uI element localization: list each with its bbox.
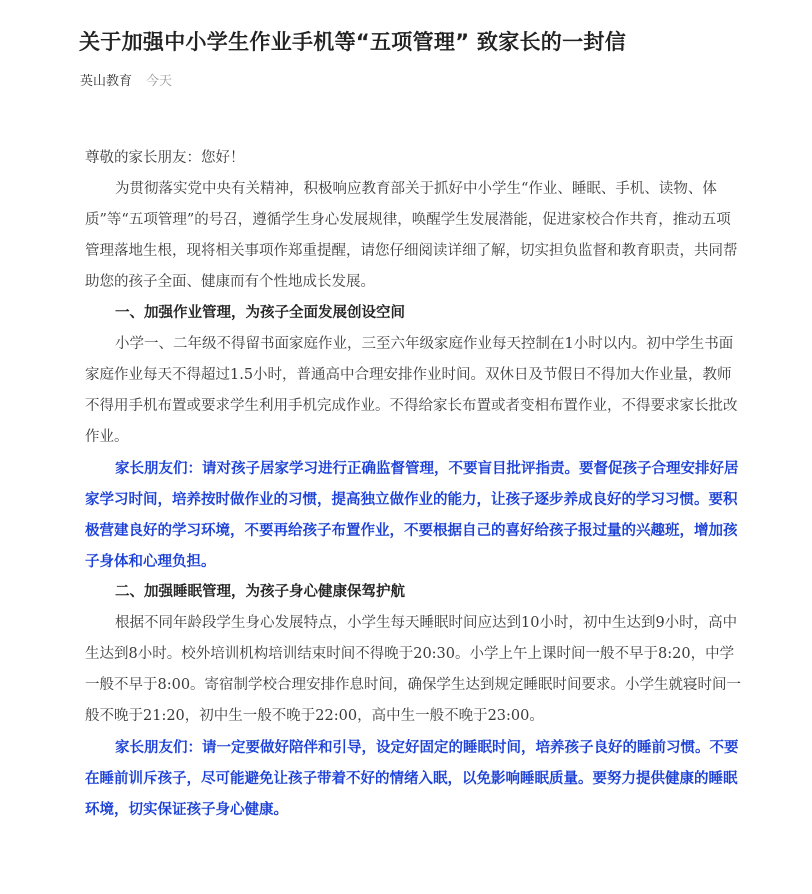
section1-heading: 一、加强作业管理，为孩子全面发展创设空间 xyxy=(115,305,405,321)
article-body xyxy=(85,143,745,825)
intro-paragraph: 为贯彻落实党中央有关精神，积极响应教育部关于抓好中小学生“作业、睡眠、手机、读物、体质”等“五项管理”的号召，遵循学生身心发展规律，唤醒学生发展潜能，促进家校合作共育，推动五项管理落地生根，现将相关事项作郑重提醒，请您仔细阅读详细了解，切实担负监督和教育职责，共同帮助您的孩子全面、健康而有个性地成长发展。 xyxy=(85,181,738,290)
section2-paragraph: 根据不同年龄段学生身心发展特点，小学生每天睡眠时间应达到10小时，初中生达到9小时，高中生达到8小时。校外培训机构培训结束时间不得晚于20:30。小学上午上课时间一般不早于8:20，中学一般不早于8:00。寄宿制学校合理安排作息时间，确保学生达到规定睡眠时间要求。小学生就寝时间一般不晚于21:20，初中生一般不晚于22:00，高中生一般不晚于23:00。 xyxy=(85,615,742,724)
section2-heading: 二、加强睡眠管理，为孩子身心健康保驾护航 xyxy=(115,584,405,600)
section1-paragraph: 小学一、二年级不得留书面家庭作业，三至六年级家庭作业每天控制在1小时以内。初中学生书面家庭作业每天不得超过1.5小时，普通高中合理安排作业时间。双休日及节假日不得加大作业量，教师不得用手机布置或要求学生利用手机完成作业。不得给家长布置或者变相布置作业，不得要求家长批改作业。 xyxy=(85,336,738,445)
article-meta xyxy=(80,70,172,89)
article-time: 今天 xyxy=(146,74,173,89)
greeting: 尊敬的家长朋友：您好！ xyxy=(85,150,245,166)
section2-parent-note: 家长朋友们：请一定要做好陪伴和引导，设定好固定的睡眠时间，培养孩子良好的睡前习惯。不要在睡前训斥孩子，尽可能避免让孩子带着不好的情绪入眠，以免影响睡眠质量。要努力提供健康的睡眠环境，切实保证孩子身心健康。 xyxy=(85,739,739,818)
section1-parent-note: 家长朋友们：请对孩子居家学习进行正确监督管理，不要盲目批评指责。要督促孩子合理安排好居家学习时间，培养按时做作业的习惯，提高独立做作业的能力，让孩子逐步养成良好的学习习惯。要积极营建良好的学习环境，不要再给孩子布置作业，不要根据自己的喜好给孩子报过量的兴趣班，增加孩子身体和心理负担。 xyxy=(85,460,739,570)
article-title: 关于加强中小学生作业手机等“五项管理” 致家长的一封信 xyxy=(79,30,627,54)
article-source[interactable]: 英山教育 xyxy=(80,74,133,89)
